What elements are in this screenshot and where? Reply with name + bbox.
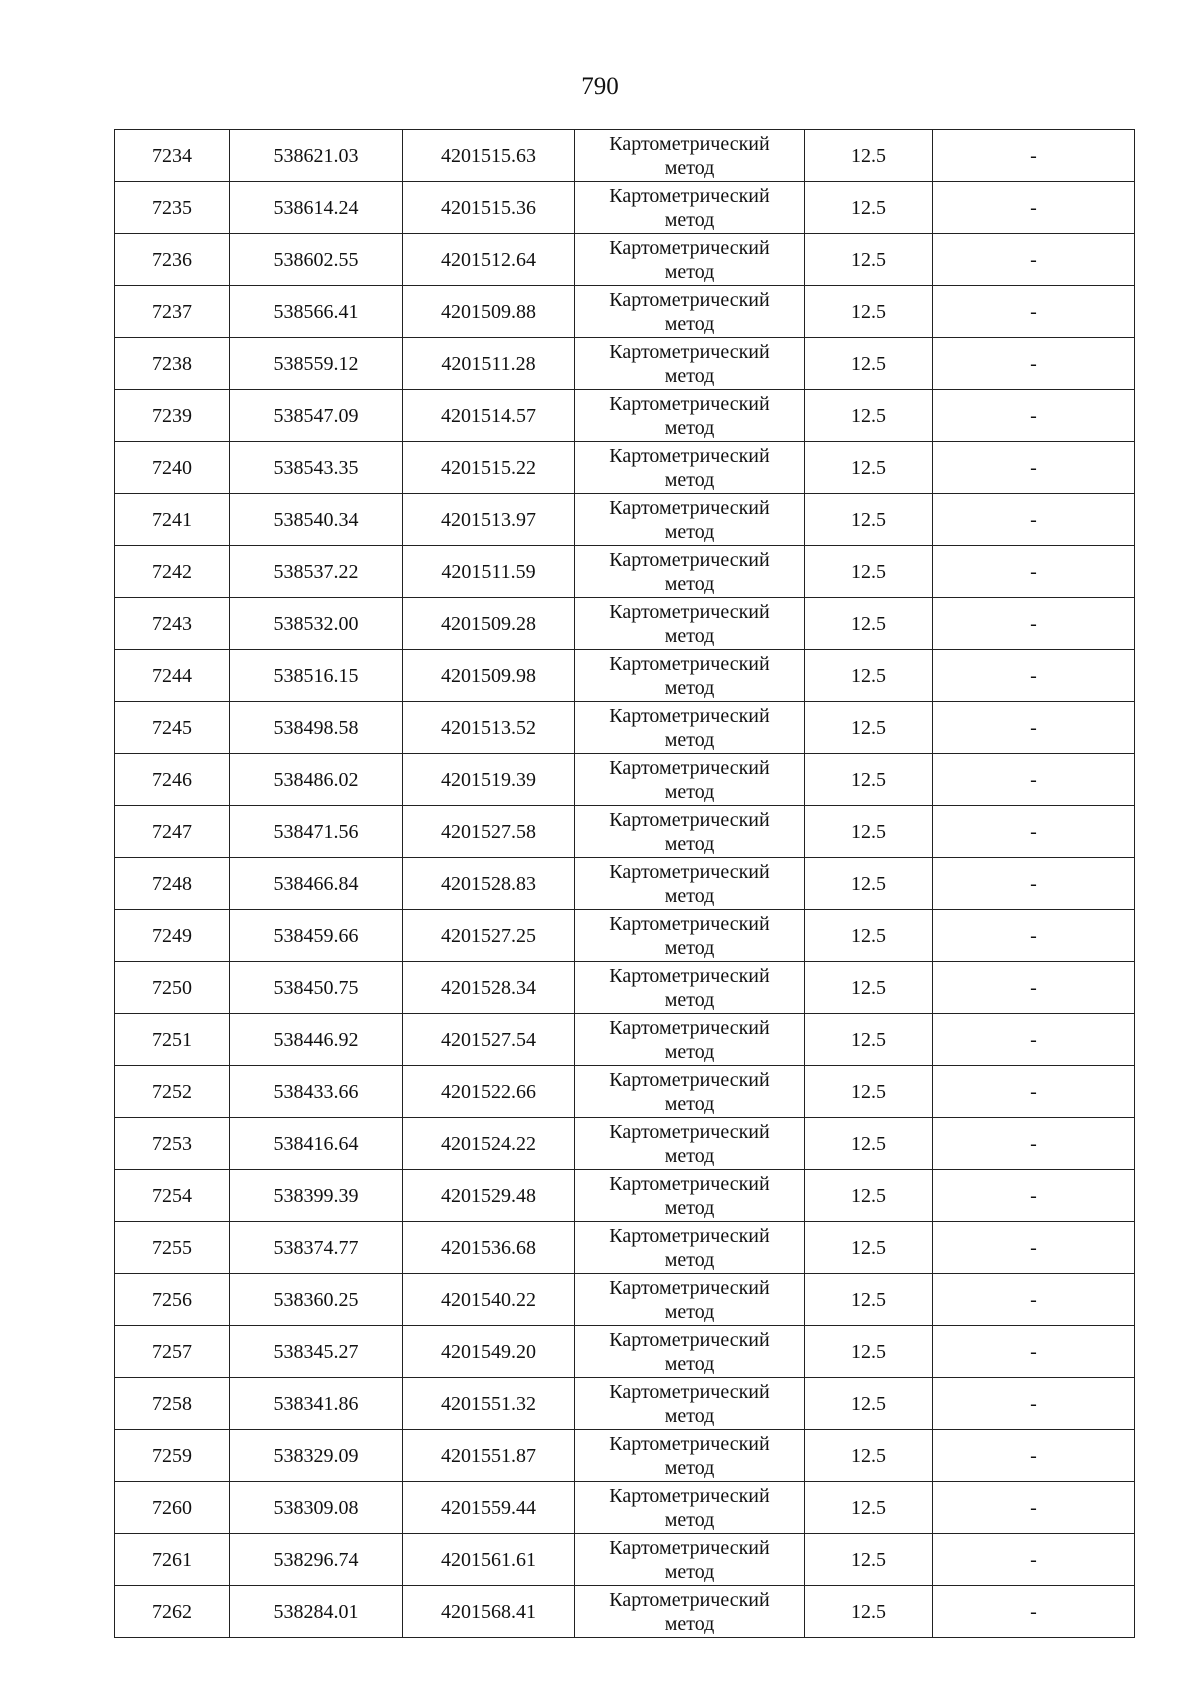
note-cell: - [933,650,1135,702]
accuracy-cell: 12.5 [805,182,933,234]
method-line-2: метод [664,1612,715,1635]
method-line-1: Картометрический [609,1068,770,1091]
accuracy-cell: 12.5 [805,546,933,598]
x-coordinate-cell: 538466.84 [230,858,403,910]
method-line-1: Картометрический [609,808,770,831]
method-line-2: метод [664,1352,715,1375]
method-cell [575,1014,805,1066]
x-coordinate-cell: 538516.15 [230,650,403,702]
coordinates-table [114,129,1135,1638]
note-cell: - [933,1222,1135,1274]
accuracy-cell: 12.5 [805,1014,933,1066]
method-cell [575,1326,805,1378]
method-cell [575,546,805,598]
x-coordinate-cell: 538450.75 [230,962,403,1014]
note-cell: - [933,442,1135,494]
table-row [115,1326,1135,1378]
note-cell: - [933,182,1135,234]
method-line-2: метод [664,832,715,855]
table-body [115,130,1135,1638]
x-coordinate-cell: 538345.27 [230,1326,403,1378]
method-line-1: Картометрический [609,1536,770,1559]
point-number-cell: 7240 [115,442,230,494]
method-cell [575,494,805,546]
method-line-2: метод [664,1404,715,1427]
method-line-2: метод [664,884,715,907]
method-line-2: метод [664,1144,715,1167]
accuracy-cell: 12.5 [805,390,933,442]
method-line-2: метод [664,780,715,803]
table-row [115,1534,1135,1586]
method-line-1: Картометрический [609,964,770,987]
method-line-1: Картометрический [609,392,770,415]
method-cell [575,338,805,390]
method-line-1: Картометрический [609,704,770,727]
y-coordinate-cell: 4201522.66 [403,1066,575,1118]
method-line-1: Картометрический [609,1172,770,1195]
point-number-cell: 7243 [115,598,230,650]
method-cell [575,650,805,702]
method-line-1: Картометрический [609,340,770,363]
method-line-2: метод [664,520,715,543]
method-line-2: метод [664,260,715,283]
y-coordinate-cell: 4201509.98 [403,650,575,702]
note-cell: - [933,962,1135,1014]
note-cell: - [933,1430,1135,1482]
x-coordinate-cell: 538459.66 [230,910,403,962]
method-cell [575,390,805,442]
method-cell [575,1534,805,1586]
method-cell [575,806,805,858]
accuracy-cell: 12.5 [805,806,933,858]
accuracy-cell: 12.5 [805,234,933,286]
x-coordinate-cell: 538296.74 [230,1534,403,1586]
method-line-2: метод [664,988,715,1011]
point-number-cell: 7260 [115,1482,230,1534]
method-line-1: Картометрический [609,236,770,259]
x-coordinate-cell: 538374.77 [230,1222,403,1274]
table-row [115,858,1135,910]
accuracy-cell: 12.5 [805,650,933,702]
x-coordinate-cell: 538329.09 [230,1430,403,1482]
accuracy-cell: 12.5 [805,1378,933,1430]
note-cell: - [933,130,1135,182]
method-cell [575,1170,805,1222]
accuracy-cell: 12.5 [805,1170,933,1222]
x-coordinate-cell: 538416.64 [230,1118,403,1170]
x-coordinate-cell: 538399.39 [230,1170,403,1222]
y-coordinate-cell: 4201527.58 [403,806,575,858]
method-cell [575,1222,805,1274]
table-row [115,806,1135,858]
method-line-1: Картометрический [609,184,770,207]
method-line-1: Картометрический [609,444,770,467]
method-cell [575,1274,805,1326]
note-cell: - [933,390,1135,442]
y-coordinate-cell: 4201528.83 [403,858,575,910]
accuracy-cell: 12.5 [805,1430,933,1482]
point-number-cell: 7246 [115,754,230,806]
x-coordinate-cell: 538471.56 [230,806,403,858]
method-line-2: метод [664,572,715,595]
table-row [115,1222,1135,1274]
table-row [115,1118,1135,1170]
point-number-cell: 7262 [115,1586,230,1638]
accuracy-cell: 12.5 [805,1326,933,1378]
point-number-cell: 7254 [115,1170,230,1222]
accuracy-cell: 12.5 [805,1118,933,1170]
accuracy-cell: 12.5 [805,338,933,390]
method-line-2: метод [664,312,715,335]
method-line-1: Картометрический [609,1328,770,1351]
x-coordinate-cell: 538284.01 [230,1586,403,1638]
table-row [115,1014,1135,1066]
x-coordinate-cell: 538360.25 [230,1274,403,1326]
x-coordinate-cell: 538537.22 [230,546,403,598]
y-coordinate-cell: 4201513.97 [403,494,575,546]
method-line-1: Картометрический [609,756,770,779]
y-coordinate-cell: 4201529.48 [403,1170,575,1222]
method-line-1: Картометрический [609,600,770,623]
y-coordinate-cell: 4201549.20 [403,1326,575,1378]
point-number-cell: 7253 [115,1118,230,1170]
method-line-2: метод [664,364,715,387]
method-line-2: метод [664,728,715,751]
note-cell: - [933,338,1135,390]
point-number-cell: 7251 [115,1014,230,1066]
table-row [115,442,1135,494]
y-coordinate-cell: 4201511.28 [403,338,575,390]
method-line-1: Картометрический [609,496,770,519]
y-coordinate-cell: 4201519.39 [403,754,575,806]
accuracy-cell: 12.5 [805,1534,933,1586]
note-cell: - [933,1170,1135,1222]
method-cell [575,598,805,650]
page-number: 790 [581,73,619,100]
point-number-cell: 7247 [115,806,230,858]
method-line-2: метод [664,468,715,491]
x-coordinate-cell: 538621.03 [230,130,403,182]
y-coordinate-cell: 4201524.22 [403,1118,575,1170]
x-coordinate-cell: 538433.66 [230,1066,403,1118]
y-coordinate-cell: 4201536.68 [403,1222,575,1274]
method-line-1: Картометрический [609,1432,770,1455]
method-cell [575,702,805,754]
x-coordinate-cell: 538486.02 [230,754,403,806]
method-cell [575,1482,805,1534]
accuracy-cell: 12.5 [805,1586,933,1638]
table-row [115,1482,1135,1534]
accuracy-cell: 12.5 [805,286,933,338]
method-line-1: Картометрический [609,1224,770,1247]
accuracy-cell: 12.5 [805,858,933,910]
x-coordinate-cell: 538532.00 [230,598,403,650]
note-cell: - [933,858,1135,910]
accuracy-cell: 12.5 [805,1066,933,1118]
method-line-1: Картометрический [609,288,770,311]
accuracy-cell: 12.5 [805,1274,933,1326]
table-row [115,390,1135,442]
x-coordinate-cell: 538547.09 [230,390,403,442]
accuracy-cell: 12.5 [805,598,933,650]
point-number-cell: 7244 [115,650,230,702]
y-coordinate-cell: 4201527.25 [403,910,575,962]
method-line-1: Картометрический [609,860,770,883]
method-line-2: метод [664,416,715,439]
x-coordinate-cell: 538614.24 [230,182,403,234]
method-line-1: Картометрический [609,652,770,675]
method-line-1: Картометрический [609,1276,770,1299]
table-row [115,1274,1135,1326]
note-cell: - [933,1534,1135,1586]
y-coordinate-cell: 4201514.57 [403,390,575,442]
method-line-1: Картометрический [609,548,770,571]
method-line-2: метод [664,676,715,699]
method-line-1: Картометрический [609,132,770,155]
method-line-2: метод [664,936,715,959]
x-coordinate-cell: 538543.35 [230,442,403,494]
note-cell: - [933,806,1135,858]
table-row [115,182,1135,234]
note-cell: - [933,494,1135,546]
method-cell [575,1066,805,1118]
y-coordinate-cell: 4201561.61 [403,1534,575,1586]
y-coordinate-cell: 4201515.22 [403,442,575,494]
note-cell: - [933,1482,1135,1534]
point-number-cell: 7241 [115,494,230,546]
y-coordinate-cell: 4201528.34 [403,962,575,1014]
point-number-cell: 7236 [115,234,230,286]
y-coordinate-cell: 4201551.32 [403,1378,575,1430]
point-number-cell: 7255 [115,1222,230,1274]
point-number-cell: 7248 [115,858,230,910]
accuracy-cell: 12.5 [805,910,933,962]
table-row [115,130,1135,182]
method-line-1: Картометрический [609,1588,770,1611]
y-coordinate-cell: 4201512.64 [403,234,575,286]
note-cell: - [933,1118,1135,1170]
method-cell [575,910,805,962]
x-coordinate-cell: 538566.41 [230,286,403,338]
note-cell: - [933,754,1135,806]
method-line-2: метод [664,624,715,647]
point-number-cell: 7245 [115,702,230,754]
table-row [115,1170,1135,1222]
point-number-cell: 7256 [115,1274,230,1326]
accuracy-cell: 12.5 [805,1482,933,1534]
y-coordinate-cell: 4201559.44 [403,1482,575,1534]
table-row [115,1586,1135,1638]
method-cell [575,858,805,910]
accuracy-cell: 12.5 [805,962,933,1014]
y-coordinate-cell: 4201509.28 [403,598,575,650]
table-row [115,546,1135,598]
note-cell: - [933,1014,1135,1066]
method-cell [575,286,805,338]
method-cell [575,1118,805,1170]
method-line-2: метод [664,208,715,231]
x-coordinate-cell: 538602.55 [230,234,403,286]
note-cell: - [933,1274,1135,1326]
x-coordinate-cell: 538341.86 [230,1378,403,1430]
point-number-cell: 7258 [115,1378,230,1430]
point-number-cell: 7234 [115,130,230,182]
table-row [115,286,1135,338]
method-line-1: Картометрический [609,1380,770,1403]
method-cell [575,1430,805,1482]
method-line-2: метод [664,156,715,179]
table-row [115,1430,1135,1482]
table-row [115,494,1135,546]
table-row [115,598,1135,650]
point-number-cell: 7238 [115,338,230,390]
y-coordinate-cell: 4201551.87 [403,1430,575,1482]
y-coordinate-cell: 4201568.41 [403,1586,575,1638]
method-line-2: метод [664,1196,715,1219]
point-number-cell: 7261 [115,1534,230,1586]
method-cell [575,130,805,182]
x-coordinate-cell: 538498.58 [230,702,403,754]
method-line-2: метод [664,1508,715,1531]
x-coordinate-cell: 538446.92 [230,1014,403,1066]
method-cell [575,442,805,494]
note-cell: - [933,1326,1135,1378]
note-cell: - [933,1066,1135,1118]
table-row [115,910,1135,962]
accuracy-cell: 12.5 [805,1222,933,1274]
note-cell: - [933,546,1135,598]
point-number-cell: 7259 [115,1430,230,1482]
note-cell: - [933,702,1135,754]
accuracy-cell: 12.5 [805,130,933,182]
table-row [115,1066,1135,1118]
method-line-2: метод [664,1040,715,1063]
point-number-cell: 7242 [115,546,230,598]
method-cell [575,962,805,1014]
method-line-2: метод [664,1300,715,1323]
note-cell: - [933,910,1135,962]
accuracy-cell: 12.5 [805,754,933,806]
method-line-2: метод [664,1456,715,1479]
accuracy-cell: 12.5 [805,494,933,546]
point-number-cell: 7249 [115,910,230,962]
point-number-cell: 7250 [115,962,230,1014]
note-cell: - [933,1586,1135,1638]
point-number-cell: 7257 [115,1326,230,1378]
note-cell: - [933,598,1135,650]
method-line-2: метод [664,1560,715,1583]
point-number-cell: 7252 [115,1066,230,1118]
x-coordinate-cell: 538559.12 [230,338,403,390]
table-row [115,650,1135,702]
y-coordinate-cell: 4201527.54 [403,1014,575,1066]
table-row [115,338,1135,390]
method-cell [575,754,805,806]
method-line-2: метод [664,1092,715,1115]
y-coordinate-cell: 4201515.63 [403,130,575,182]
method-cell [575,234,805,286]
accuracy-cell: 12.5 [805,702,933,754]
point-number-cell: 7239 [115,390,230,442]
table-row [115,1378,1135,1430]
y-coordinate-cell: 4201511.59 [403,546,575,598]
method-line-2: метод [664,1248,715,1271]
method-line-1: Картометрический [609,1016,770,1039]
point-number-cell: 7235 [115,182,230,234]
table-row [115,702,1135,754]
table-row [115,754,1135,806]
x-coordinate-cell: 538309.08 [230,1482,403,1534]
table-row [115,962,1135,1014]
y-coordinate-cell: 4201540.22 [403,1274,575,1326]
method-line-1: Картометрический [609,912,770,935]
y-coordinate-cell: 4201513.52 [403,702,575,754]
method-cell [575,1586,805,1638]
method-cell [575,182,805,234]
y-coordinate-cell: 4201515.36 [403,182,575,234]
method-cell [575,1378,805,1430]
table-row [115,234,1135,286]
method-line-1: Картометрический [609,1120,770,1143]
y-coordinate-cell: 4201509.88 [403,286,575,338]
note-cell: - [933,234,1135,286]
note-cell: - [933,286,1135,338]
accuracy-cell: 12.5 [805,442,933,494]
method-line-1: Картометрический [609,1484,770,1507]
x-coordinate-cell: 538540.34 [230,494,403,546]
point-number-cell: 7237 [115,286,230,338]
note-cell: - [933,1378,1135,1430]
